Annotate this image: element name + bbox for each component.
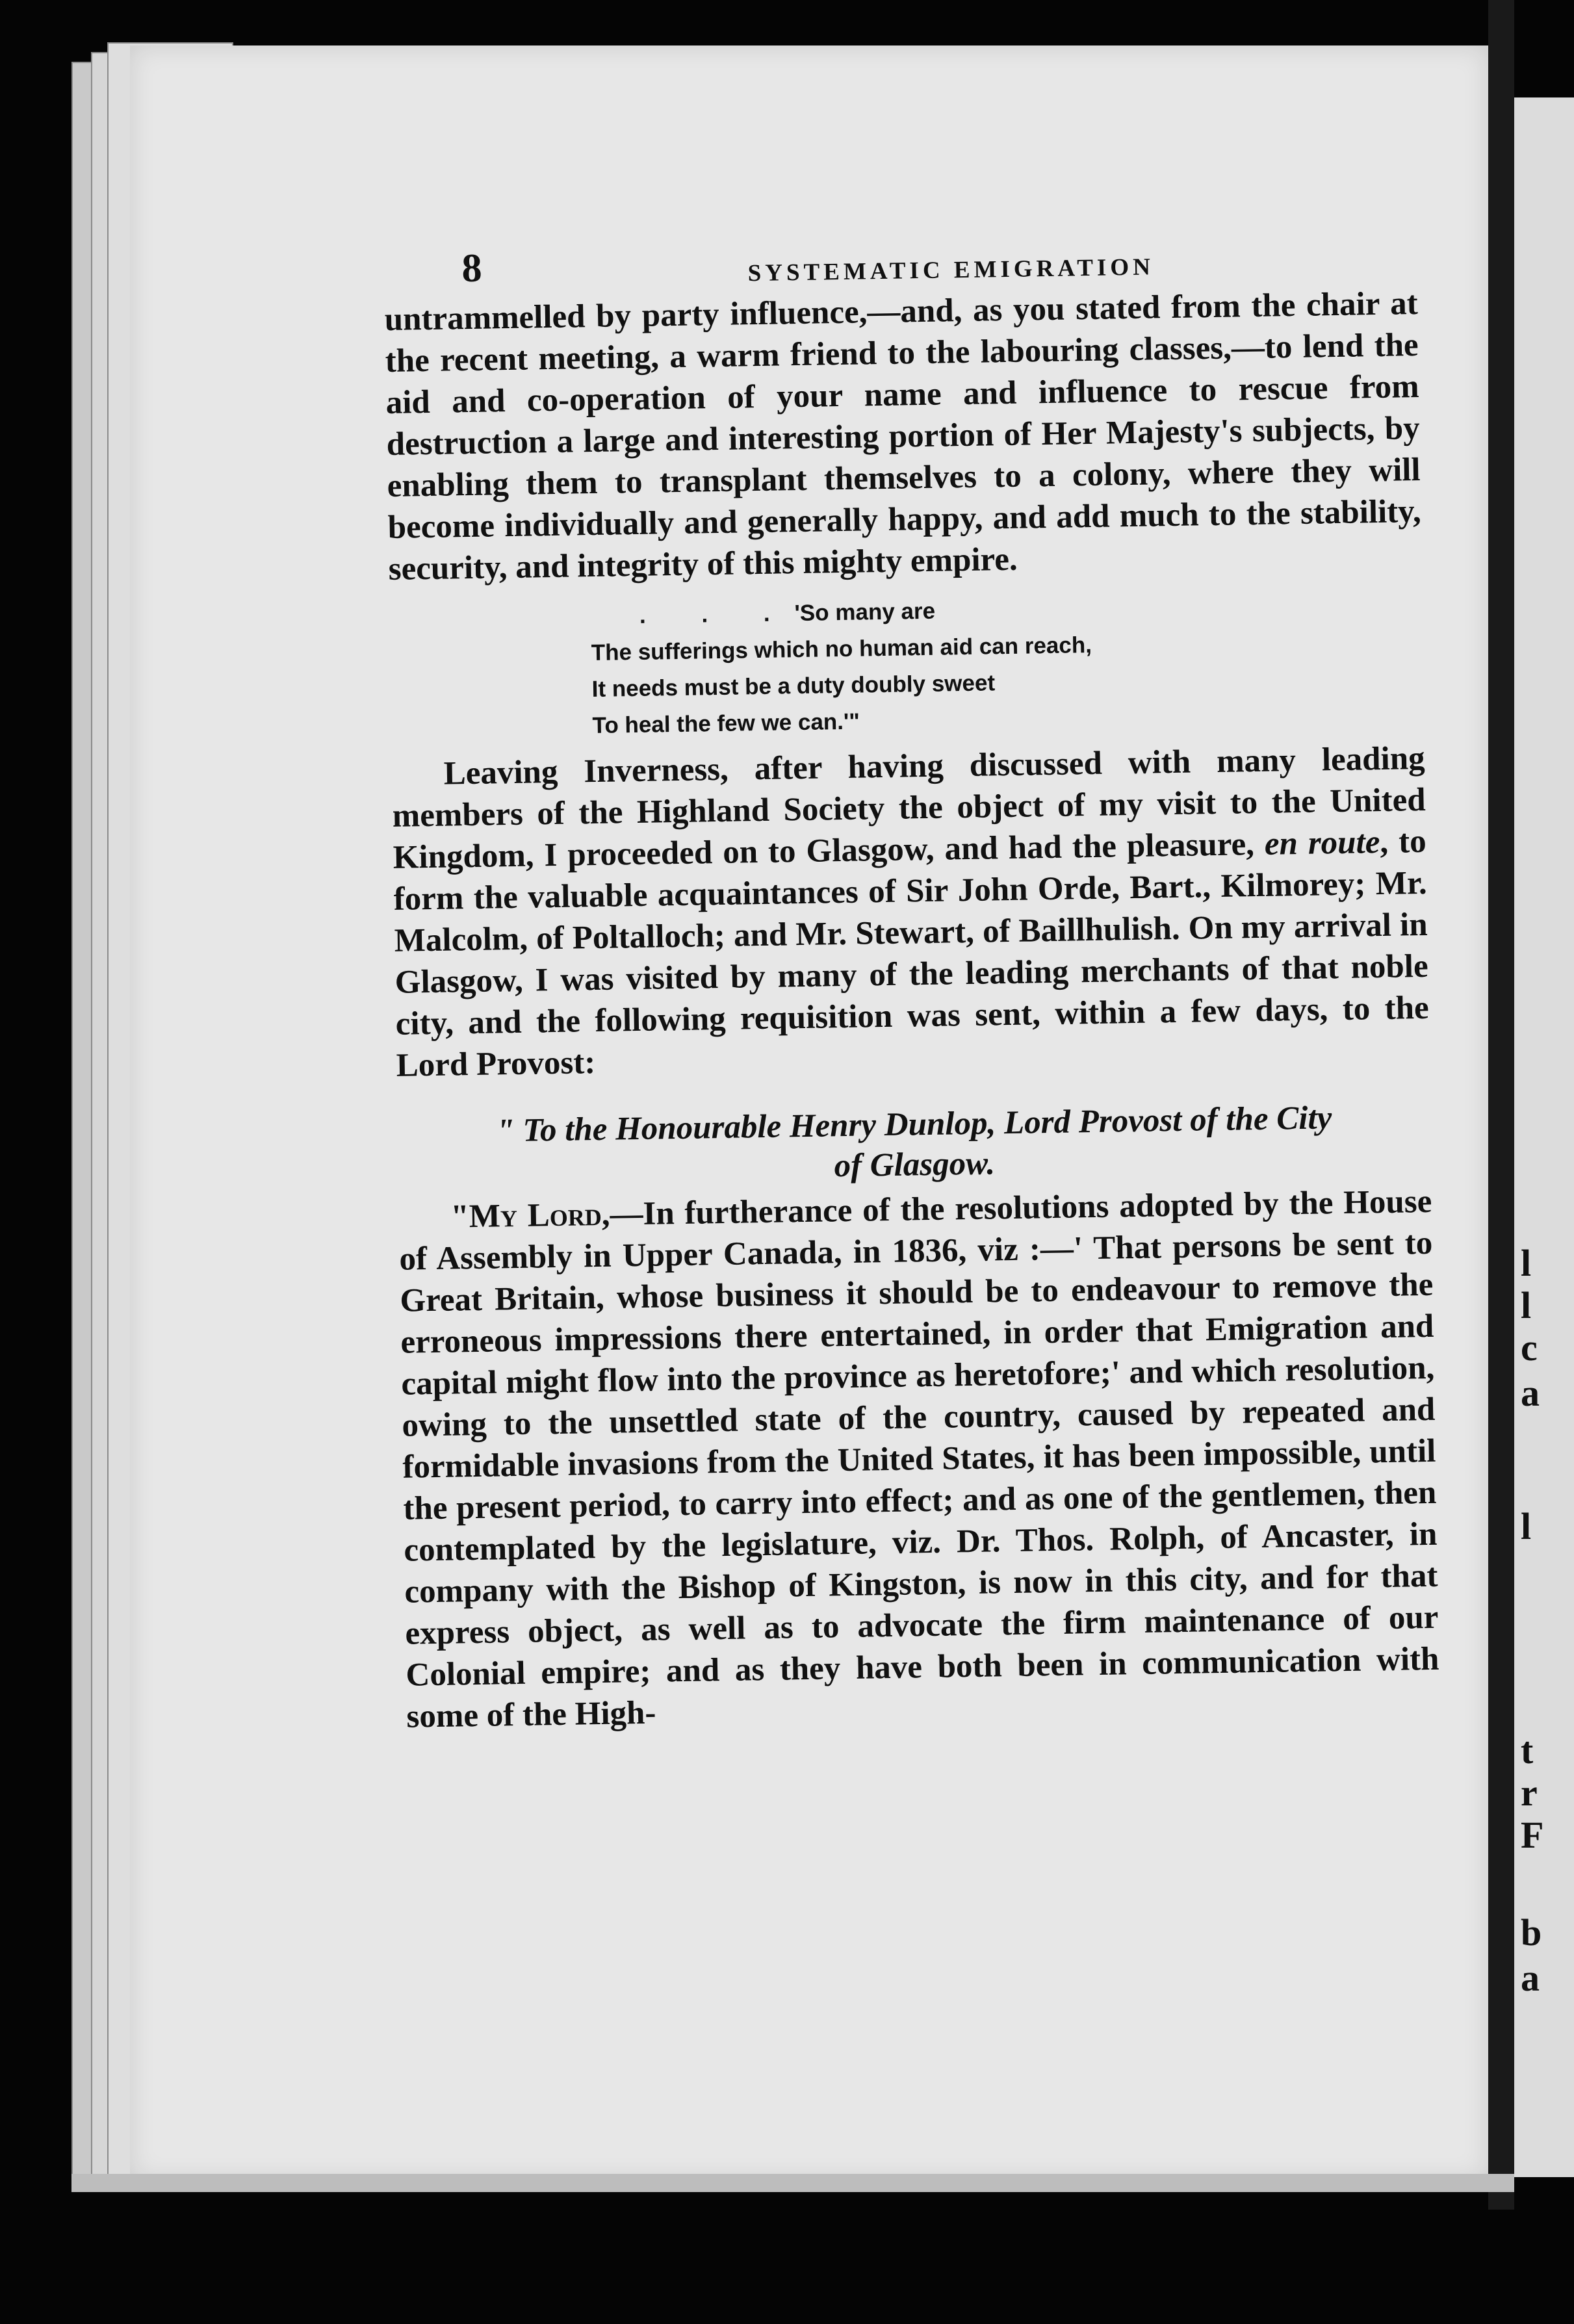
facing-page-letter: l — [1521, 1505, 1532, 1547]
facing-page-letter: t — [1521, 1729, 1534, 1772]
facing-page-letter: c — [1521, 1326, 1538, 1369]
facing-page-letter: b — [1521, 1911, 1542, 1954]
salutation: "My Lord, — [450, 1196, 610, 1235]
facing-page-letter: a — [1521, 1957, 1540, 1999]
paragraph-2-text-continued: , to form the valuable acquaintances of Sir John Orde, Bart., Kilmorey; Mr. Malcolm, of Poltalloch; and Mr. Stewart, of Baillhulish. On my arrival in Glasgow, I was visited by many of the leading merchants of that noble city, and the following requisition was sent, within a few days, to the Lord Provost: — [393, 823, 1430, 1084]
address-line-1: " To the Honourable Henry Dunlop, Lord Provost of the City — [495, 1100, 1332, 1150]
facing-page-letter: r — [1521, 1772, 1538, 1814]
facing-page-edge — [1514, 97, 1574, 2177]
paragraph-3-text: —In furtherance of the resolutions adopted by the House of Assembly in Upper Canada, in 1836, viz :—' That persons be sent to Great Britain, whose business it should be to endeavour to remove the erroneous impressions there entertained, in order that Emigration and capital might flow into the province as heretofore;' and which resolution, owing to the unsettled state of the country, caused by repeated and formidable invasions from the United States, it has been impossible, until the present period, to carry into effect; and as one of the gentlemen, then contemplated by the legislature, viz. Dr. Thos. Rolph, of Ancaster, in company with the Bishop of Kingston, is now in this city, and for that express object, as well as to advocate the firm maintenance of our Colonial empire; and as they have both been in communication with some of the High- — [399, 1183, 1439, 1735]
book-gutter — [1488, 0, 1514, 2210]
facing-page-letter: F — [1521, 1814, 1544, 1856]
running-head: SYSTEMATIC EMIGRATION — [747, 253, 1155, 287]
page-text-block — [383, 231, 1440, 1738]
paragraph-2-text: Leaving Inverness, after having discussed with many leading members of the Highland Society the object of my visit to the United Kingdom, I proceeded on to Glasgow, and had the pleasure, — [392, 740, 1426, 876]
verse-line-4: To heal the few we can.'" — [592, 708, 860, 739]
verse-line-3: It needs must be a duty doubly sweet — [591, 670, 996, 703]
requisition-address — [397, 1096, 1432, 1193]
verse-ellipsis: . . . — [639, 600, 795, 628]
paragraph-2-italic: en route — [1264, 824, 1380, 862]
address-line-2: of Glasgow. — [834, 1145, 996, 1185]
paragraph-1: untrammelled by party influence,—and, as you stated from the chair at the recent meeting, a warm friend to the labouring classes,—to lend the aid and co-operation of your name and influence to rescue from destruction a large and interesting portion of Her Majesty's subjects, by enabling them to transplant themselves to a colony, where they will become individually and generally happy, and add much to the stability, security, and integrity of this mighty empire. — [384, 285, 1422, 587]
paragraph-3 — [398, 1181, 1440, 1738]
page-bottom-edge — [71, 2174, 1514, 2192]
verse-line-1-text: 'So many are — [794, 598, 936, 626]
facing-page-letter: a — [1521, 1372, 1540, 1414]
paragraph-2 — [391, 738, 1430, 1087]
verse-line-2: The sufferings which no human aid can reach, — [591, 632, 1092, 666]
facing-page-letter: l — [1521, 1242, 1532, 1284]
verse-quotation — [591, 586, 1425, 744]
facing-page-letter: l — [1521, 1284, 1532, 1326]
page-number: 8 — [461, 246, 483, 291]
